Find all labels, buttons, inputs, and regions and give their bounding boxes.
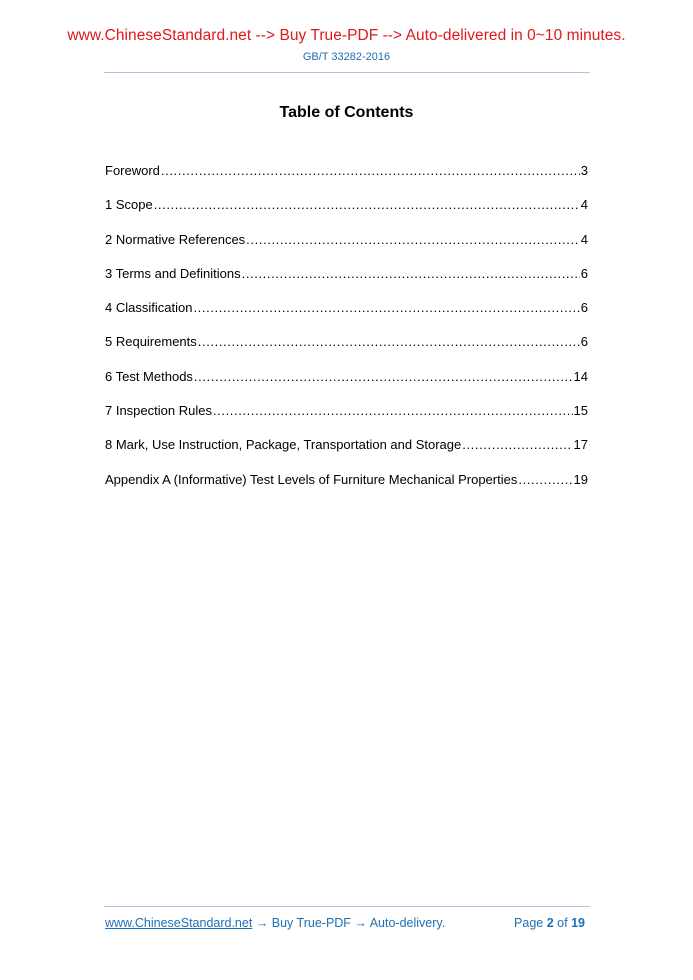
- toc-leader-dots: [462, 437, 572, 453]
- toc-entry-label: 1 Scope: [105, 197, 153, 213]
- toc-leader-dots: [194, 369, 573, 385]
- toc-entry-foreword[interactable]: [105, 163, 588, 197]
- toc-entry-appendix-a[interactable]: [105, 472, 588, 506]
- promo-banner: www.ChineseStandard.net --> Buy True-PDF --> Auto-delivered in 0~10 minutes.: [67, 27, 626, 44]
- page-of-label: of: [557, 916, 568, 930]
- toc-entry-page: 6: [580, 334, 588, 350]
- toc-leader-dots: [242, 266, 580, 282]
- toc-leader-dots: [198, 334, 580, 350]
- toc-entry-page: 4: [580, 197, 588, 213]
- toc-leader-dots: [193, 300, 579, 316]
- toc-entry-page: 19: [573, 471, 588, 487]
- current-page-number: 2: [546, 916, 554, 930]
- footer-promo: [105, 916, 445, 930]
- toc-entry-page: 4: [580, 231, 588, 247]
- toc-entry-page: 3: [580, 163, 588, 178]
- table-of-contents: [105, 163, 588, 506]
- toc-entry-label: 5 Requirements: [105, 334, 197, 350]
- website-link[interactable]: www.ChineseStandard.net: [105, 916, 253, 930]
- toc-entry-label: 6 Test Methods: [105, 368, 193, 384]
- toc-entry-label: 2 Normative References: [105, 231, 246, 247]
- toc-leader-dots: [154, 197, 580, 213]
- toc-entry-page: 6: [580, 300, 588, 316]
- toc-entry-inspection-rules[interactable]: [105, 403, 588, 437]
- header-divider: [104, 72, 590, 73]
- footer-divider: [104, 906, 590, 907]
- toc-entry-scope[interactable]: [105, 197, 588, 231]
- toc-entry-page: 17: [573, 437, 588, 453]
- toc-entry-label: 8 Mark, Use Instruction, Package, Transportation and Storage: [105, 437, 462, 453]
- standard-code: GB/T 33282-2016: [302, 51, 391, 63]
- toc-entry-normative-references[interactable]: [105, 232, 588, 266]
- toc-entry-requirements[interactable]: [105, 334, 588, 368]
- toc-leader-dots: [213, 403, 573, 419]
- page-label: Page: [514, 916, 544, 930]
- toc-entry-label: Appendix A (Informative) Test Levels of Furniture Mechanical Properties: [105, 471, 518, 487]
- toc-entry-label: 3 Terms and Definitions: [105, 265, 241, 281]
- toc-entry-label: 4 Classification: [105, 300, 193, 316]
- toc-entry-mark-package-storage[interactable]: [105, 437, 588, 471]
- toc-entry-label: Foreword: [105, 163, 160, 178]
- total-pages-number: 19: [571, 916, 585, 930]
- toc-entry-label: 7 Inspection Rules: [105, 403, 212, 419]
- page-footer: [105, 916, 585, 934]
- toc-entry-test-methods[interactable]: [105, 369, 588, 403]
- toc-leader-dots: [518, 472, 572, 488]
- toc-entry-terms-definitions[interactable]: [105, 266, 588, 300]
- page-indicator: [514, 916, 585, 930]
- toc-entry-page: 15: [573, 403, 588, 419]
- toc-entry-page: 6: [580, 265, 588, 281]
- toc-entry-classification[interactable]: [105, 300, 588, 334]
- toc-entry-page: 14: [573, 368, 588, 384]
- toc-leader-dots: [246, 232, 580, 248]
- toc-leader-dots: [161, 163, 580, 179]
- footer-promo-text: → Buy True-PDF → Auto-delivery.: [252, 916, 446, 930]
- page-title: Table of Contents: [279, 104, 414, 121]
